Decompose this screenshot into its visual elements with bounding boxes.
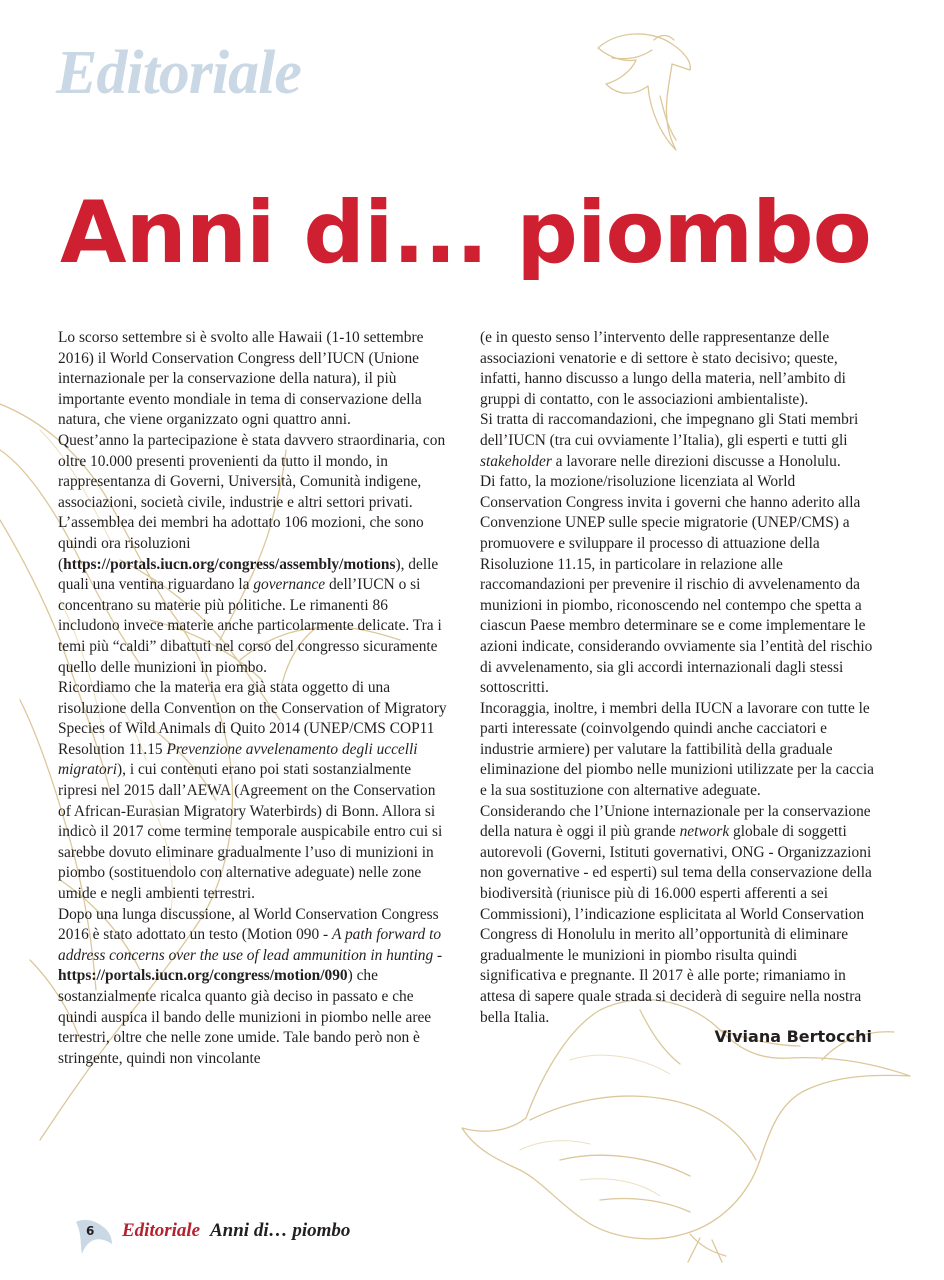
url-text: https://portals.iucn.org/congress/assembly/motions [63, 555, 396, 573]
body-text: Dopo una lunga discussione, al World Conservation Congress 2016 è stato adottato un testo (Motion 090 - [58, 905, 439, 944]
body-text: Di fatto, la mozione/risoluzione licenziata al World Conservation Congress invita i governi che hanno aderito alla Convenzione UNEP sulle specie migratorie (UNEP/CMS) a promuovere e sviluppare il processo di attuazione della Risoluzione 11.15, in particolare in relazione alle raccomandazioni per prevenire il rischio di avvelenamento da munizioni in piombo, riconoscendo nel contempo che spetta a ciascun Paese membro determinare se e come implementare le azioni indicate, considerando ovviamente sia l’entità del rischio di avvelenamento, sia gli accordi internazionali dagli stessi sottoscritti. [480, 473, 873, 697]
body-text: (e in questo senso l’intervento delle rappresentanze delle associazioni venatorie e di settore è stato decisivo; queste, infatti, hanno discusso a lungo della materia, nell’ambito di gruppi di contatto, con le associazioni ambientaliste). [480, 329, 846, 408]
body-text: Lo scorso settembre si è svolto alle Hawaii (1-10 settembre 2016) il World Conservation Congress dell’IUCN (Unione internazionale per la conservazione della natura), il più importante evento mondiale in tema di conservazione della natura, che viene organizzato ogni quattro anni. [58, 329, 424, 429]
article-column-left [58, 328, 452, 1069]
body-text: ), delle quali una ventina riguardano la [58, 555, 439, 594]
author-signature: Viviana Bertocchi [714, 1027, 872, 1046]
body-text: - [433, 946, 443, 964]
body-text: ), i cui contenuti erano poi stati sostanzialmente ripresi nel 2015 dall’AEWA (Agreement on the Conservation of African-Eurasian Migratory Waterbirds) di Bonn. Allora si indicò il 2017 come termine temporale auspicabile entro cui si sarebbe dovuto eliminare gradualmente l’uso di munizioni in piombo (sostituendolo con alternative adeguate) nelle zone umide e negli ambienti terrestri. [58, 761, 443, 903]
italic-text: A path forward to address concerns over the use of lead ammunition in hunting [58, 926, 442, 964]
body-text: a lavorare nelle direzioni discusse a Honolulu. [551, 452, 841, 470]
url-text: https://portals.iucn.org/congress/motion/090 [58, 967, 348, 985]
article-headline: Anni di... piombo [60, 183, 871, 283]
body-text: Si tratta di raccomandazioni, che impegnano gli Stati membri dell’IUCN (tra cui ovviamente l’Italia), gli esperti e tutti gli [480, 411, 859, 449]
body-text: ) che sostanzialmente ricalca quanto già deciso in passato e che quindi auspica il bando delle munizioni in piombo nelle aree terrestri, oltre che nelle zone umide. Tale bando però non è stringente, quindi non vincolante [58, 967, 432, 1067]
article-column-right [480, 328, 874, 1028]
section-title: Editoriale [56, 39, 301, 107]
body-text: L’assemblea dei membri ha adottato 106 mozioni, che sono quindi ora risoluzioni ( [58, 514, 424, 573]
italic-text: governance [253, 576, 326, 594]
italic-text: network [679, 823, 730, 841]
page-footer [74, 1214, 494, 1254]
italic-text: stakeholder [480, 452, 552, 470]
body-text: Incoraggia, inoltre, i membri della IUCN a lavorare con tutte le parti interessate (coinvolgendo quindi anche cacciatori e industrie armiere) per valutare la fattibilità della graduale eliminazione del piombo nelle munizioni utilizzate per la caccia e la sua sostituzione con alternative adeguate. [480, 699, 875, 800]
footer-section-label: Editoriale [122, 1220, 201, 1241]
column-text [480, 328, 874, 1028]
body-text: Considerando che l’Unione internazionale per la conservazione della natura è oggi il più grande [480, 802, 871, 841]
body-text: dell’IUCN o si concentrano su materie più politiche. Le rimanenti 86 includono invece materie anche particolarmente delicate. Tra i temi più “caldi” dibattuti nel corso del congresso sicuramente quello delle munizioni in piombo. [58, 576, 442, 676]
body-text: Quest’anno la partecipazione è stata davvero straordinaria, con oltre 10.000 presenti provenienti da tutto il mondo, in rappresentanza di Governi, Università, Comunità indigene, associazioni, società civile, industrie e altri settori privati. [58, 431, 446, 511]
page-number: 6 [86, 1224, 95, 1238]
body-text: Ricordiamo che la materia era già stata oggetto di una risoluzione della Convention on the Conservation of Migratory Species of Wild Animals di Quito 2014 (UNEP/CMS COP11 Resolution 11.15 [58, 679, 447, 758]
footer-article-title: Anni di… piombo [210, 1220, 351, 1241]
body-text: globale di soggetti autorevoli (Governi, Istituti governativi, ONG - Organizzazioni non governative - ed esperti) sul tema della conservazione della biodiversità (riunisce più di 16.000 esperti afferenti a sei Commissioni), l’indicazione esplicitata al World Conservation Congress di Honolulu in merito all’opportunità di eliminare gradualmente le munizioni in piombo risulta quindi significativa e pregnante. Il 2017 è alle porte; rimaniamo in attesa di sapere quale strada si deciderà di seguire nella nostra bella Italia. [480, 823, 872, 1026]
italic-text: Prevenzione avvelenamento degli uccelli migratori [58, 740, 418, 779]
column-text [58, 328, 452, 1069]
